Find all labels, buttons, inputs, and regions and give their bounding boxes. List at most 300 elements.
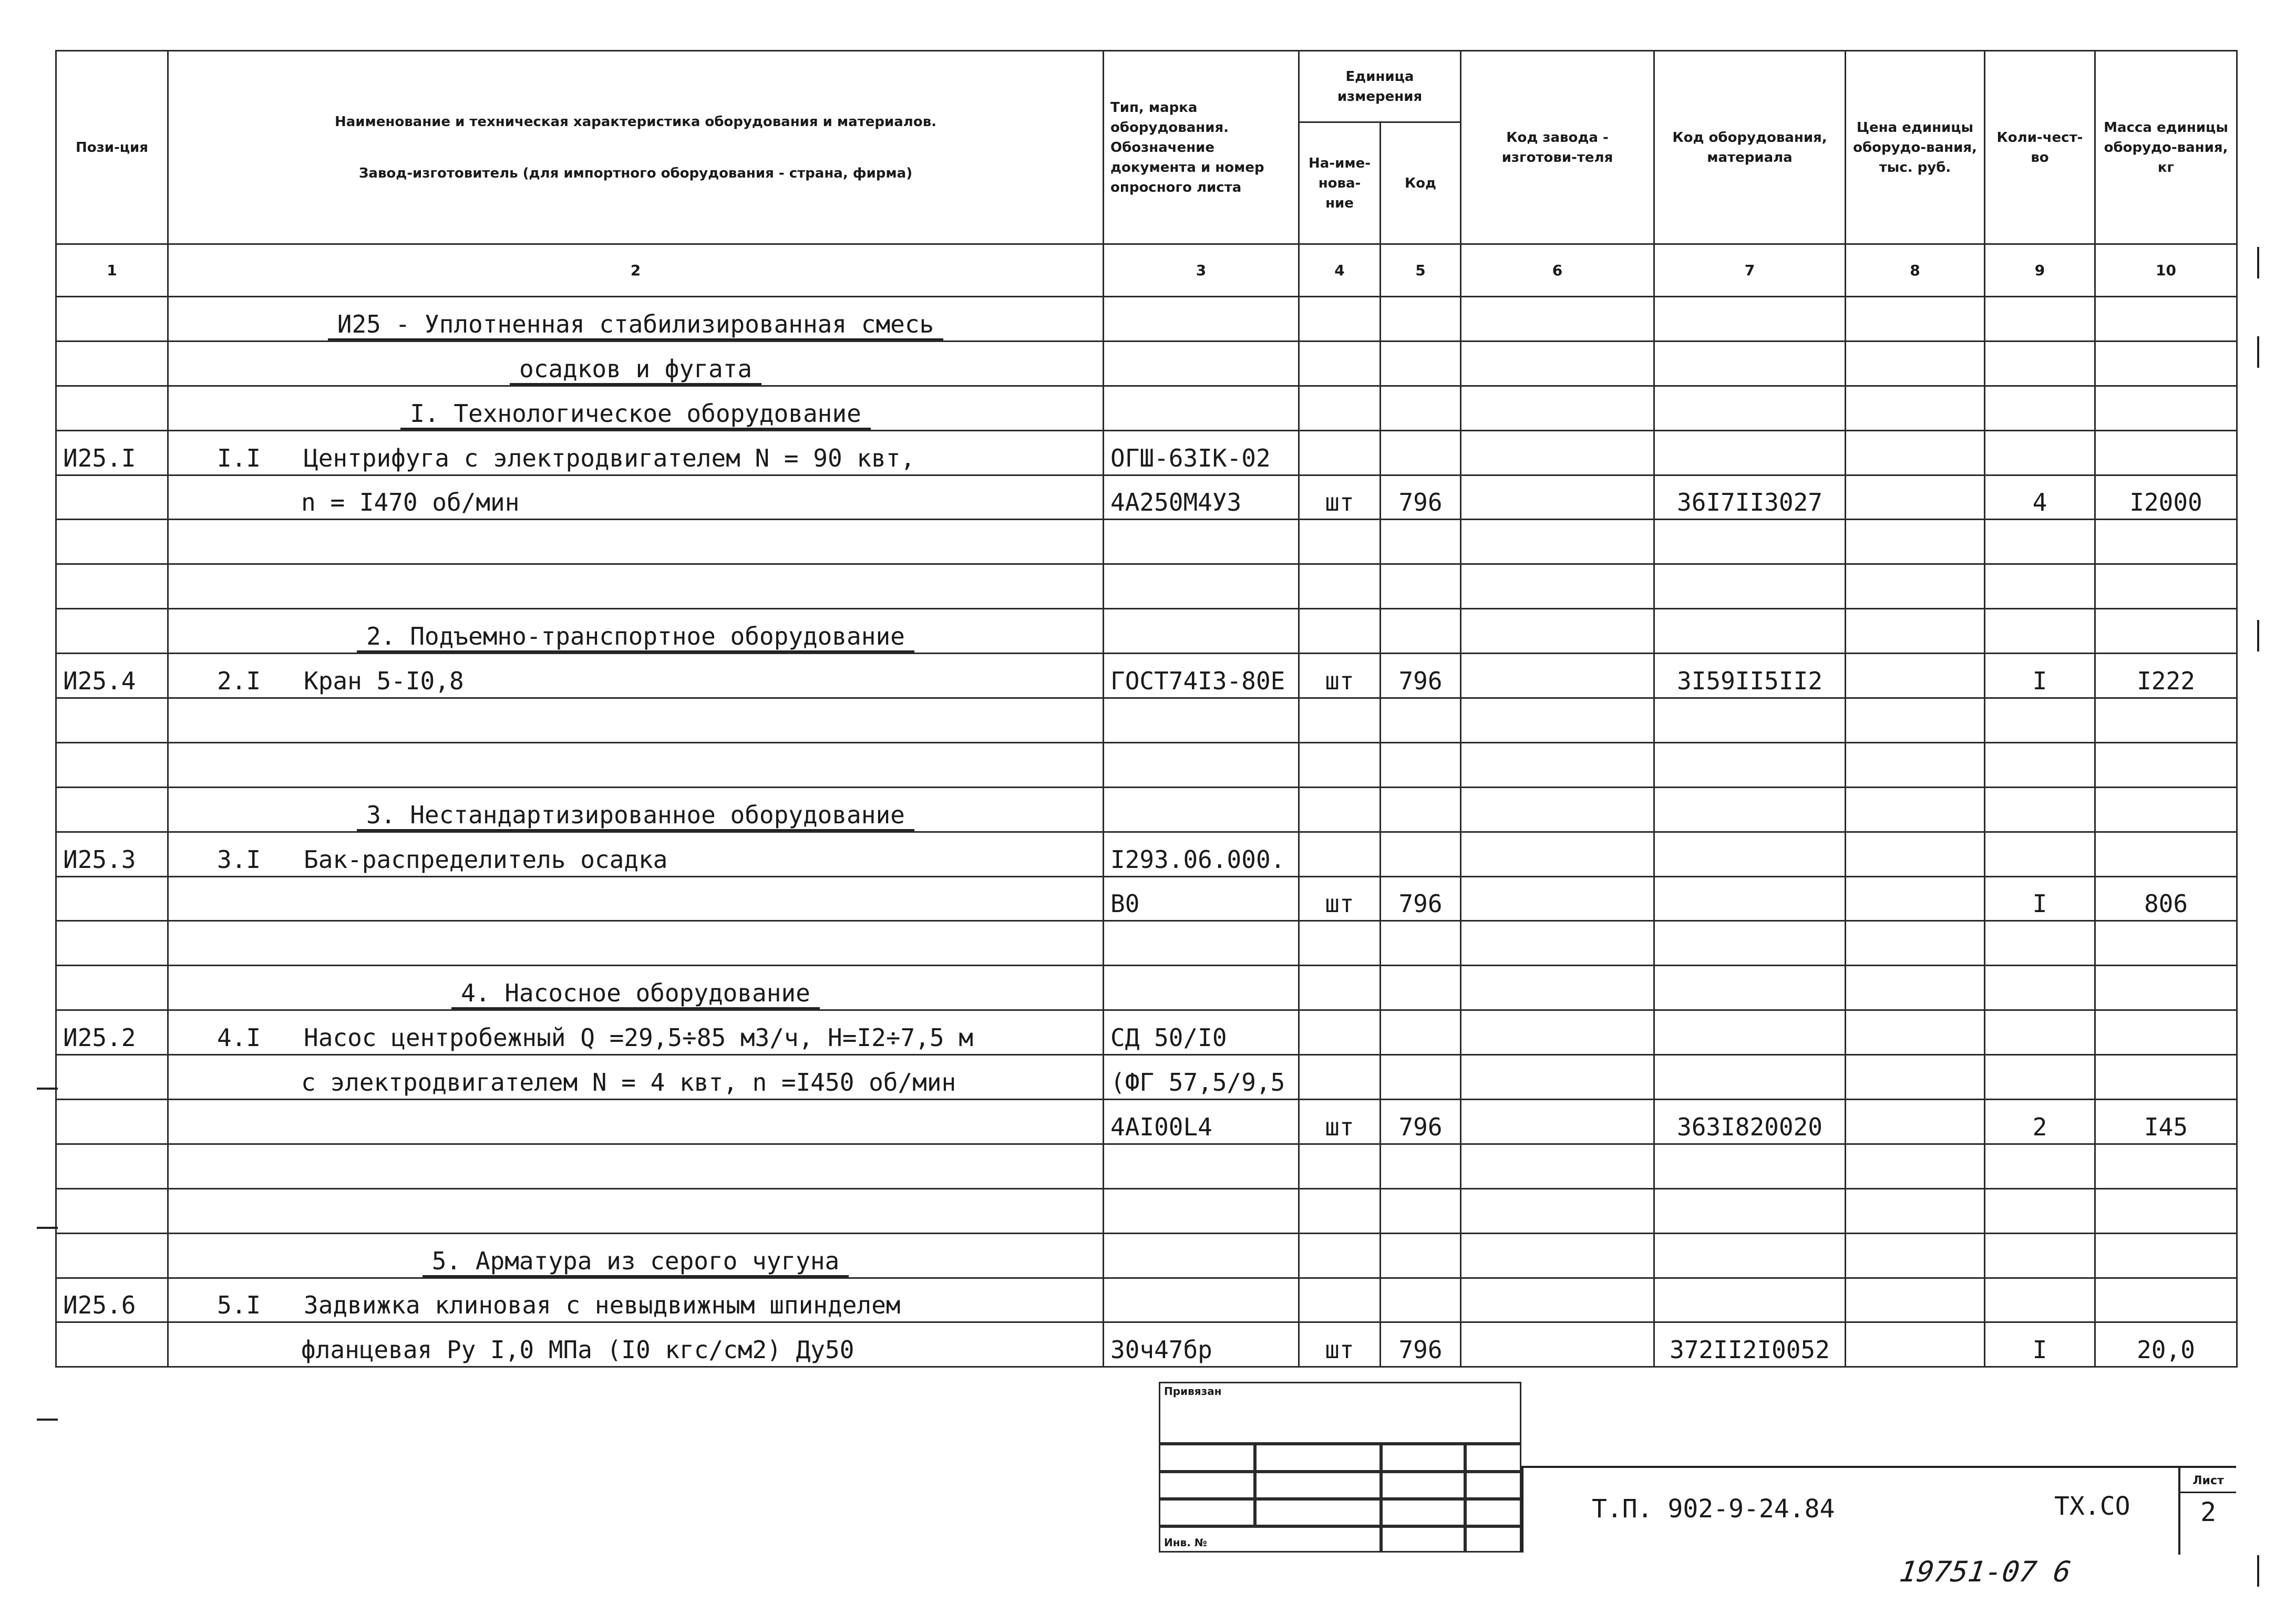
header-unit-name: На-име-нова-ние [1299,122,1381,244]
unit-code-value: 796 [1398,488,1443,517]
price-cell [1846,832,1985,876]
type-value: ГОСТ74I3-80Е [1110,667,1285,696]
col-number: 7 [1654,244,1846,297]
section-heading [175,979,1096,1007]
col-number: 6 [1461,244,1654,297]
item-number: I.I [217,443,261,472]
factory-code-cell [1461,475,1654,520]
quantity-cell [1985,386,2095,430]
header-unit: Единица измерения [1299,51,1461,122]
margin-tick [2257,247,2259,278]
equipment-code-cell [1654,564,1846,609]
factory-code-cell [1461,1322,1654,1367]
quantity-cell [1985,1055,2095,1100]
unit-code-cell [1381,832,1461,876]
name-cell [168,609,1104,654]
table-row [56,430,2237,475]
position-value: И25.3 [63,845,136,874]
mass-value: I222 [2137,667,2195,696]
table-row [56,341,2237,386]
quantity-cell [1985,1144,2095,1188]
unit-code-cell [1381,1010,1461,1055]
section-heading [175,801,1096,829]
header-price: Цена единицы оборудо-вания, тыс. руб. [1846,51,1985,244]
unit-code-value: 796 [1398,1112,1443,1141]
quantity-cell [1985,475,2095,520]
equipment-code-cell [1654,966,1846,1010]
position-cell [56,966,168,1010]
price-cell [1846,1322,1985,1367]
unit-code-value: 796 [1398,889,1443,918]
mass-cell [2095,1188,2237,1233]
stamp-privyazan-label: Привязан [1164,1385,1222,1398]
unit-name-cell [1299,832,1381,876]
header-name-line2: Завод-изготовитель (для импортного оборудования - страна, фирма) [358,165,913,181]
mass-cell [2095,430,2237,475]
table-row [56,475,2237,520]
equipment-code-cell [1654,787,1846,832]
quantity-value: I [2032,1336,2047,1364]
name-cell [168,1233,1104,1278]
unit-code-cell [1381,966,1461,1010]
position-cell [56,386,168,430]
table-row [56,742,2237,787]
unit-code-cell [1381,698,1461,743]
unit-name-cell [1299,654,1381,698]
name-cell [168,564,1104,609]
position-value: И25.I [63,443,136,472]
type-value: ОГШ-63IК-02 [1110,443,1271,472]
price-cell [1846,876,1985,921]
type-cell [1104,1233,1299,1278]
price-cell [1846,520,1985,564]
unit-name-cell [1299,1100,1381,1144]
mass-cell [2095,921,2237,966]
margin-tick [2257,620,2259,651]
item-description-continued: с электродвигателем N = 4 квт, n =I450 об/мин [301,1068,956,1097]
type-value: I293.06.000. [1110,845,1285,874]
position-value: И25.6 [63,1291,136,1320]
equipment-code-cell [1654,876,1846,921]
price-cell [1846,386,1985,430]
name-cell [168,475,1104,520]
equipment-code-cell [1654,297,1846,342]
mass-value: I2000 [2129,488,2202,517]
type-cell [1104,1188,1299,1233]
name-cell [168,1278,1104,1322]
unit-name-value: шт [1325,667,1354,696]
item-number: 4.I [217,1023,261,1052]
type-cell [1104,966,1299,1010]
table-row [56,1322,2237,1367]
position-cell [56,1233,168,1278]
equipment-code-value: 36I7II3027 [1677,488,1823,517]
inventory-number: 19751-07 6 [1897,1555,2073,1588]
position-cell [56,297,168,342]
position-cell [56,1188,168,1233]
type-cell [1104,520,1299,564]
quantity-cell [1985,654,2095,698]
item-description: Задвижка клиновая с невыдвижным шпинделем [304,1291,901,1320]
quantity-cell [1985,921,2095,966]
unit-code-cell [1381,297,1461,342]
col-number: 5 [1381,244,1461,297]
table-row [56,698,2237,743]
mass-value: I45 [2144,1112,2188,1141]
position-cell [56,341,168,386]
factory-code-cell [1461,787,1654,832]
factory-code-cell [1461,386,1654,430]
unit-code-cell [1381,654,1461,698]
unit-name-cell [1299,1278,1381,1322]
position-cell [56,520,168,564]
price-cell [1846,921,1985,966]
unit-name-cell [1299,341,1381,386]
stamp-line [1379,1442,1383,1553]
specification-table [55,50,2238,1368]
factory-code-cell [1461,520,1654,564]
position-cell [56,921,168,966]
section-heading-text: 5. Арматура из серого чугуна [423,1247,849,1277]
price-cell [1846,475,1985,520]
col-number: 9 [1985,244,2095,297]
item-description-continued: фланцевая Ру I,0 МПа (I0 кгс/см2) Ду50 [301,1336,854,1364]
table-row [56,564,2237,609]
unit-name-cell [1299,609,1381,654]
equipment-code-cell [1654,921,1846,966]
price-cell [1846,1278,1985,1322]
position-cell [56,1055,168,1100]
quantity-cell [1985,297,2095,342]
name-cell [168,430,1104,475]
approval-stamp [1159,1382,1521,1553]
stamp-line [1159,1497,1521,1501]
header-quantity: Коли-чест-во [1985,51,2095,244]
stamp-line [1159,1442,1521,1445]
type-cell [1104,564,1299,609]
title-block [1521,1466,2236,1553]
position-cell [56,564,168,609]
position-cell [56,1322,168,1367]
position-cell [56,654,168,698]
name-cell [168,1322,1104,1367]
sheet-label: Лист [2192,1474,2224,1487]
factory-code-cell [1461,609,1654,654]
table-row [56,609,2237,654]
name-cell [168,1100,1104,1144]
name-cell [168,921,1104,966]
quantity-cell [1985,966,2095,1010]
item-description: Кран 5-I0,8 [304,667,464,696]
equipment-code-cell [1654,520,1846,564]
quantity-cell [1985,1278,2095,1322]
unit-name-cell [1299,742,1381,787]
position-cell [56,1144,168,1188]
table-row [56,520,2237,564]
mass-cell [2095,1278,2237,1322]
table-row [56,654,2237,698]
price-cell [1846,966,1985,1010]
type-cell [1104,297,1299,342]
mass-cell [2095,698,2237,743]
unit-code-cell [1381,520,1461,564]
column-numbers-row [56,244,2237,297]
equipment-code-cell [1654,430,1846,475]
price-cell [1846,1010,1985,1055]
position-value: И25.2 [63,1023,136,1052]
table-row [56,787,2237,832]
type-cell [1104,1100,1299,1144]
unit-code-cell [1381,475,1461,520]
name-cell [168,1188,1104,1233]
quantity-cell [1985,564,2095,609]
mass-cell [2095,787,2237,832]
item-number: 3.I [217,845,261,874]
quantity-cell [1985,876,2095,921]
position-cell [56,787,168,832]
quantity-cell [1985,787,2095,832]
factory-code-cell [1461,966,1654,1010]
unit-code-cell [1381,787,1461,832]
equipment-code-cell [1654,341,1846,386]
unit-name-cell [1299,876,1381,921]
unit-code-cell [1381,1100,1461,1144]
unit-code-cell [1381,564,1461,609]
col-number: 8 [1846,244,1985,297]
type-value: В0 [1110,889,1140,918]
unit-name-cell [1299,921,1381,966]
unit-code-cell [1381,1322,1461,1367]
quantity-cell [1985,341,2095,386]
price-cell [1846,297,1985,342]
name-cell [168,742,1104,787]
name-cell [168,520,1104,564]
mass-cell [2095,564,2237,609]
unit-code-cell [1381,921,1461,966]
name-cell [168,876,1104,921]
mass-cell [2095,1233,2237,1278]
equipment-code-cell [1654,1100,1846,1144]
item-description: Насос центробежный Q =29,5÷85 м3/ч, Н=I2÷7,5 м [304,1023,973,1052]
unit-name-cell [1299,520,1381,564]
equipment-code-cell [1654,1278,1846,1322]
unit-name-value: шт [1325,488,1354,517]
unit-name-cell [1299,966,1381,1010]
price-cell [1846,698,1985,743]
price-cell [1846,787,1985,832]
factory-code-cell [1461,654,1654,698]
factory-code-cell [1461,430,1654,475]
quantity-value: I [2032,667,2047,696]
unit-code-value: 796 [1398,667,1443,696]
unit-code-cell [1381,341,1461,386]
equipment-code-cell [1654,475,1846,520]
type-cell [1104,654,1299,698]
item-description-continued: n = I470 об/мин [301,488,520,517]
price-cell [1846,654,1985,698]
position-cell [56,1100,168,1144]
quantity-cell [1985,1010,2095,1055]
header-unit-code: Код [1381,122,1461,244]
position-cell [56,430,168,475]
equipment-code-cell [1654,742,1846,787]
type-cell [1104,386,1299,430]
quantity-cell [1985,1188,2095,1233]
mass-cell [2095,341,2237,386]
unit-name-cell [1299,1188,1381,1233]
equipment-code-cell [1654,609,1846,654]
name-cell [168,386,1104,430]
table-row [56,1144,2237,1188]
unit-code-cell [1381,609,1461,654]
type-cell [1104,698,1299,743]
position-cell [56,1278,168,1322]
unit-name-cell [1299,430,1381,475]
mass-value: 20,0 [2137,1336,2195,1364]
equipment-code-cell [1654,698,1846,743]
unit-code-cell [1381,386,1461,430]
type-cell [1104,1010,1299,1055]
factory-code-cell [1461,742,1654,787]
col-number: 3 [1104,244,1299,297]
factory-code-cell [1461,297,1654,342]
type-cell [1104,787,1299,832]
quantity-value: I [2032,889,2047,918]
header-mass: Масса единицы оборудо-вания, кг [2095,51,2237,244]
unit-code-cell [1381,1278,1461,1322]
quantity-value: 2 [2032,1112,2047,1141]
position-cell [56,475,168,520]
equipment-code-cell [1654,386,1846,430]
name-cell [168,1144,1104,1188]
unit-name-cell [1299,787,1381,832]
unit-name-cell [1299,386,1381,430]
section-heading-text: 3. Нестандартизированное оборудование [357,801,914,831]
quantity-value: 4 [2032,488,2047,517]
name-cell [168,297,1104,342]
unit-code-cell [1381,742,1461,787]
unit-name-cell [1299,297,1381,342]
mass-cell [2095,1010,2237,1055]
mass-cell [2095,1055,2237,1100]
factory-code-cell [1461,564,1654,609]
col-number: 1 [56,244,168,297]
unit-name-value: шт [1325,1112,1354,1141]
factory-code-cell [1461,921,1654,966]
equipment-code-cell [1654,654,1846,698]
factory-code-cell [1461,1233,1654,1278]
quantity-cell [1985,430,2095,475]
mass-cell [2095,609,2237,654]
unit-name-cell [1299,698,1381,743]
equipment-code-cell [1654,1010,1846,1055]
table-row [56,876,2237,921]
equipment-code-value: 372II2I0052 [1670,1336,1830,1364]
type-cell [1104,1055,1299,1100]
name-cell [168,787,1104,832]
mass-cell [2095,876,2237,921]
mass-cell [2095,966,2237,1010]
stamp-line [1159,1525,1521,1528]
equipment-code-value: 3I59II5II2 [1677,667,1823,696]
unit-code-cell [1381,430,1461,475]
stamp-line [1464,1442,1467,1553]
position-value: И25.4 [63,667,136,696]
mass-cell [2095,520,2237,564]
type-value: СД 50/I0 [1110,1023,1227,1052]
quantity-cell [1985,1322,2095,1367]
table-row [56,1010,2237,1055]
header-type: Тип, марка оборудования. Обозначение документа и номер опросного листа [1104,51,1299,244]
position-cell [56,698,168,743]
position-cell [56,832,168,876]
equipment-code-cell [1654,1055,1846,1100]
table-row [56,1100,2237,1144]
mass-cell [2095,297,2237,342]
stamp-line [1253,1442,1257,1525]
name-cell [168,966,1104,1010]
section-heading [175,622,1096,650]
document-code: ТХ.СО [2054,1492,2130,1521]
unit-code-value: 796 [1398,1336,1443,1364]
margin-tick [37,1419,58,1421]
table-row [56,297,2237,342]
equipment-code-cell [1654,1233,1846,1278]
type-cell [1104,1144,1299,1188]
header-name-line1: Наименование и техническая характеристика оборудования и материалов. [334,113,937,130]
mass-cell [2095,654,2237,698]
unit-code-cell [1381,876,1461,921]
type-cell [1104,876,1299,921]
type-cell [1104,742,1299,787]
type-cell [1104,832,1299,876]
factory-code-cell [1461,341,1654,386]
quantity-cell [1985,520,2095,564]
unit-name-cell [1299,1010,1381,1055]
factory-code-cell [1461,876,1654,921]
quantity-cell [1985,1100,2095,1144]
type-value: 4А250М4У3 [1110,488,1242,517]
unit-name-value: шт [1325,1336,1354,1364]
type-value: (ФГ 57,5/9,5 [1110,1068,1285,1097]
mass-cell [2095,832,2237,876]
table-row [56,1278,2237,1322]
table-row [56,1055,2237,1100]
section-heading-text: осадков и фугата [510,355,761,385]
section-heading-text: I. Технологическое оборудование [400,399,871,430]
section-heading [175,1247,1096,1275]
unit-name-cell [1299,1322,1381,1367]
type-cell [1104,475,1299,520]
position-cell [56,876,168,921]
table-row [56,386,2237,430]
document-number: Т.П. 902-9-24.84 [1592,1494,1835,1524]
unit-name-cell [1299,475,1381,520]
price-cell [1846,341,1985,386]
position-cell [56,742,168,787]
item-description: Бак-распределитель осадка [304,845,668,874]
table-row [56,966,2237,1010]
price-cell [1846,1233,1985,1278]
unit-name-cell [1299,1144,1381,1188]
table-row [56,832,2237,876]
equipment-code-value: 363I820020 [1677,1112,1823,1141]
type-cell [1104,921,1299,966]
margin-tick [37,1088,58,1090]
mass-cell [2095,386,2237,430]
factory-code-cell [1461,1100,1654,1144]
name-cell [168,832,1104,876]
